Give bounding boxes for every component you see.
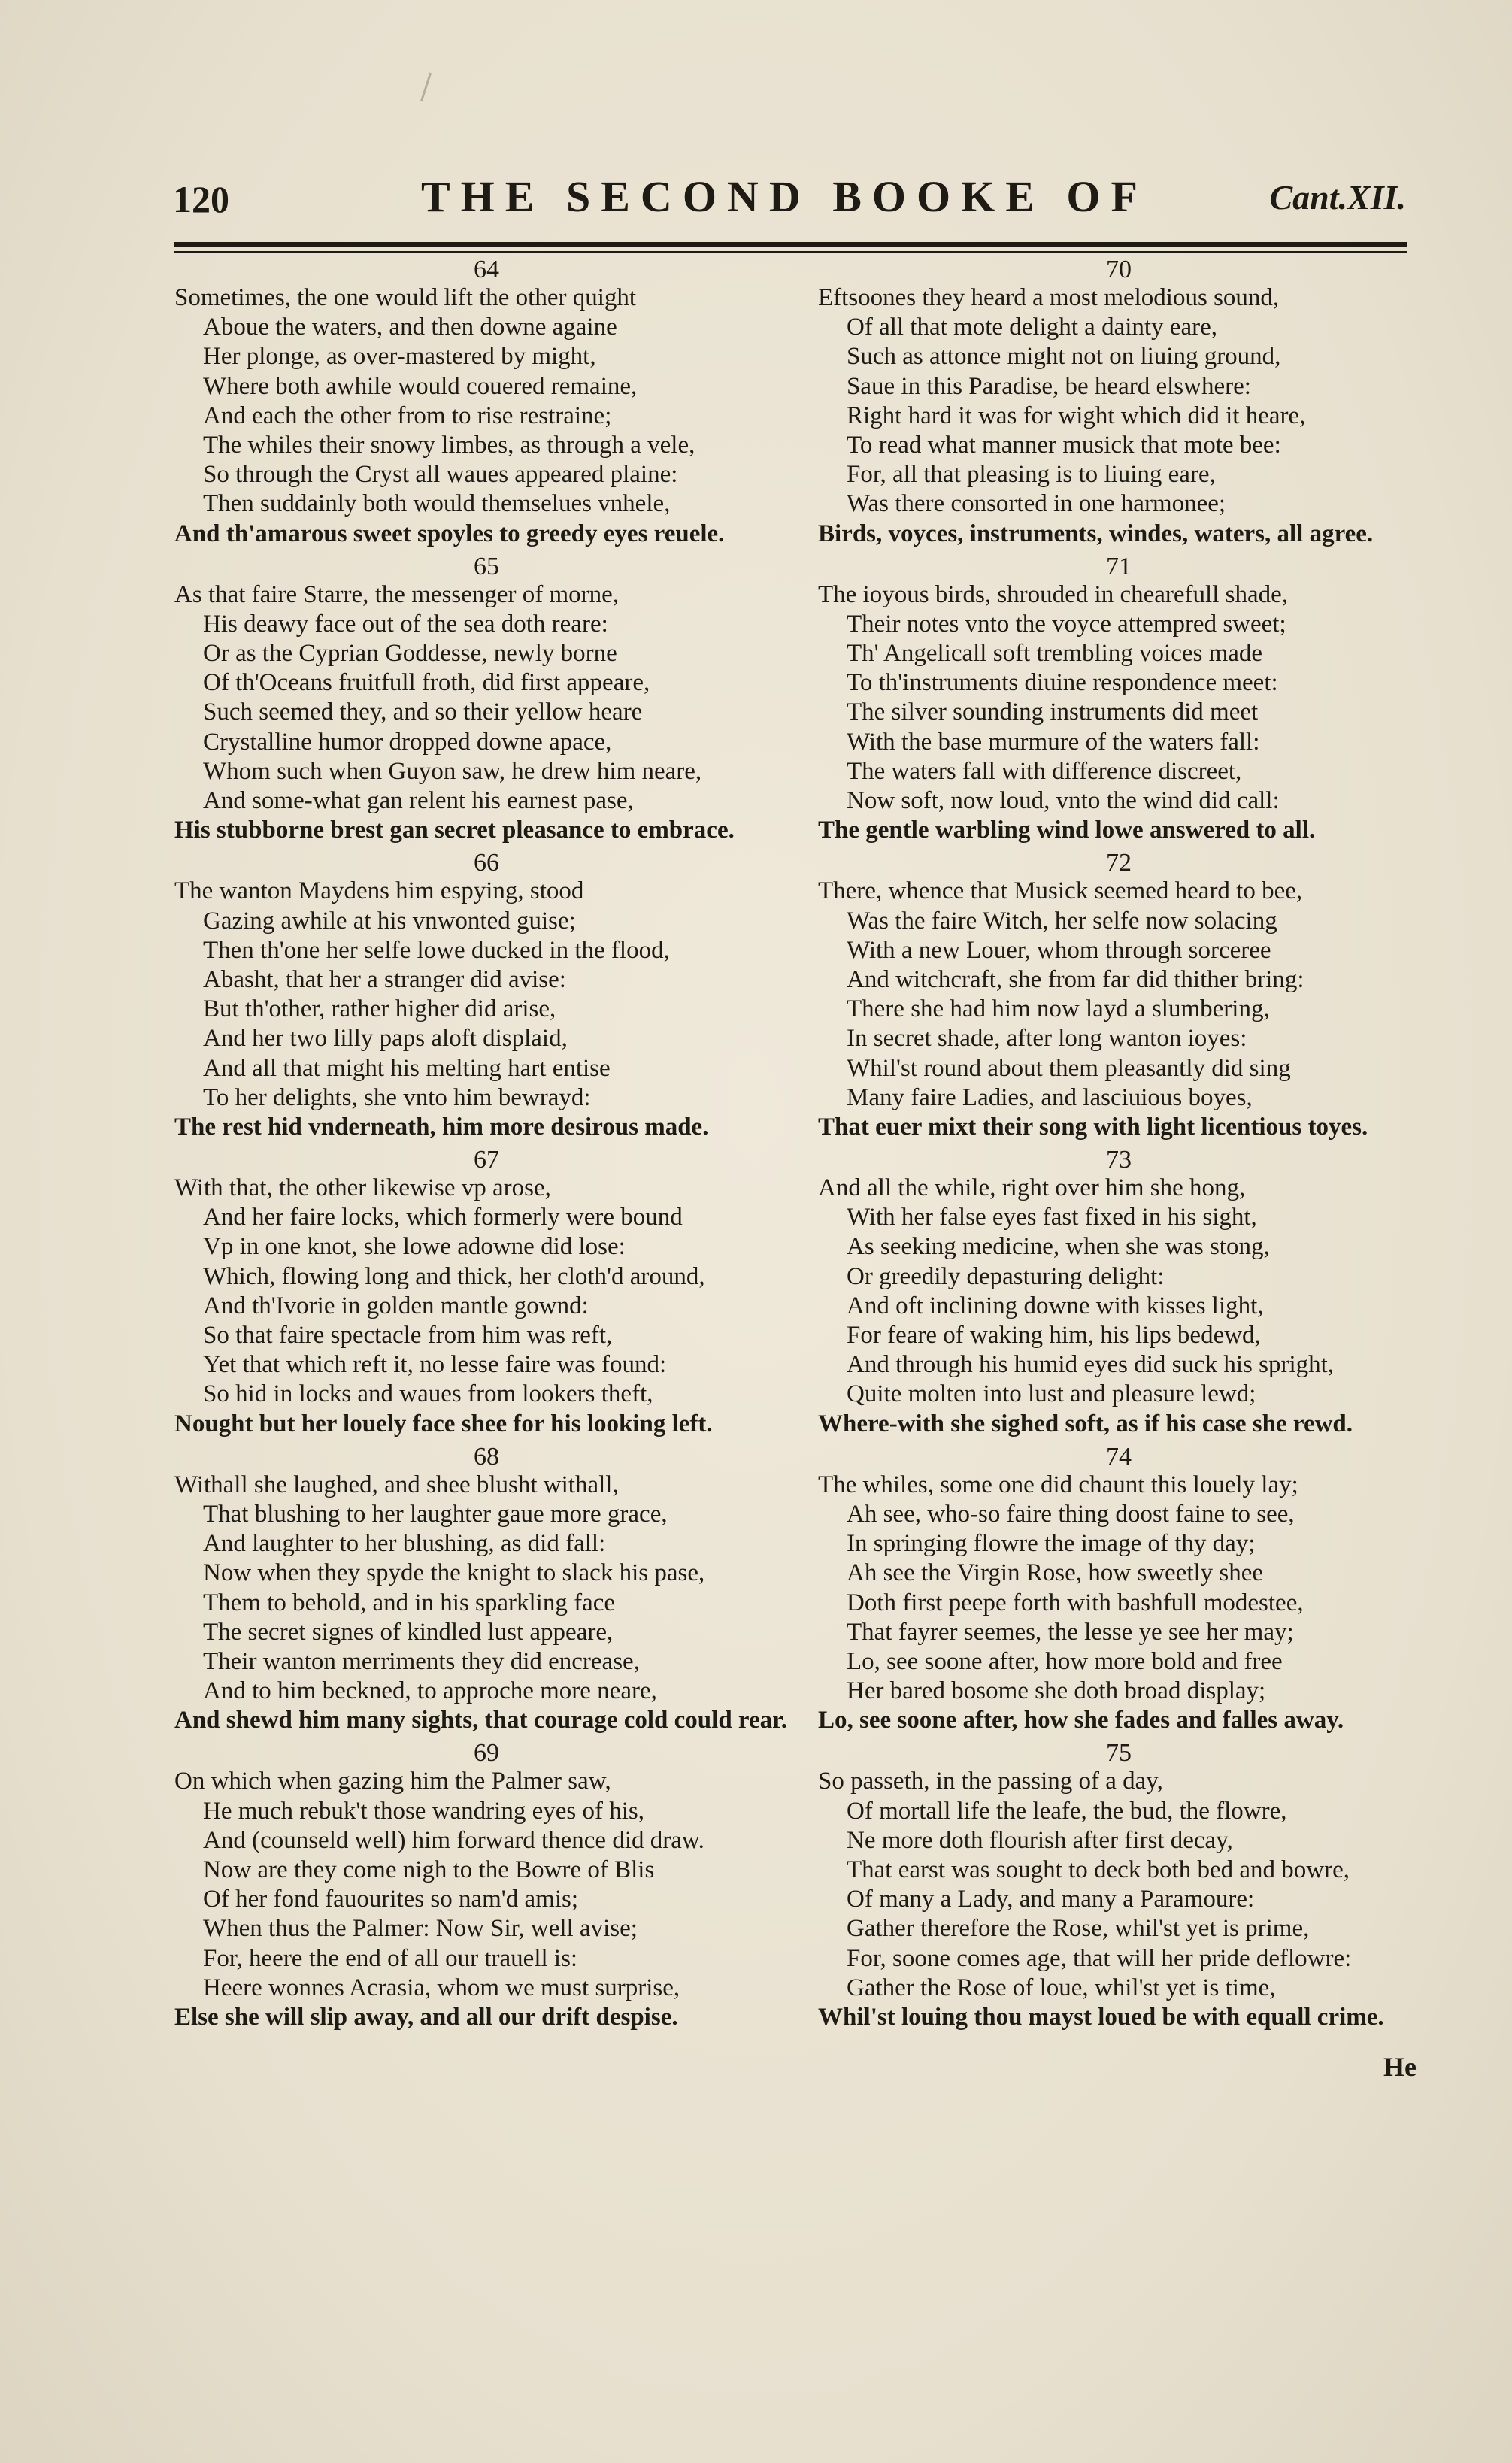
- verse-line: Aboue the waters, and then downe againe: [203, 314, 617, 341]
- verse-line: Birds, voyces, instruments, windes, waters, all agree.: [818, 520, 1374, 547]
- verse-line: Right hard it was for wight which did it heare,: [847, 401, 1306, 429]
- verse-line: On which when gazing him the Palmer saw,: [174, 1768, 611, 1795]
- verse-line: And laughter to her blushing, as did fall:: [203, 1530, 606, 1558]
- verse-line: Was there consorted in one harmonee;: [847, 490, 1226, 518]
- verse-line: Of mortall life the leafe, the bud, the flowre,: [847, 1797, 1287, 1825]
- verse-line: In springing flowre the image of thy day;: [847, 1530, 1256, 1558]
- verse-line: Lo, see soone after, how she fades and falles away.: [818, 1707, 1344, 1734]
- verse-line: So hid in locks and waues from lookers theft,: [203, 1380, 653, 1408]
- verse-line: Was the faire Witch, her selfe now solacing: [847, 907, 1277, 935]
- verse-line: Now soft, now loud, vnto the wind did call:: [847, 787, 1280, 814]
- verse-line: And th'Ivorie in golden mantle gownd:: [203, 1292, 589, 1319]
- verse-line: Doth first peepe forth with bashfull modestee,: [847, 1589, 1304, 1616]
- verse-line: Such seemed they, and so their yellow heare: [203, 698, 643, 726]
- verse-line: For, soone comes age, that will her pride deflowre:: [847, 1944, 1352, 1972]
- verse-line: To th'instruments diuine respondence meet:: [847, 669, 1278, 697]
- verse-line: For feare of waking him, his lips bedewd,: [847, 1322, 1261, 1349]
- stanza: [818, 549, 1420, 846]
- verse-line: The whiles, some one did chaunt this louely lay;: [818, 1471, 1298, 1498]
- verse-line: Her bared bosome she doth broad display;: [847, 1677, 1266, 1705]
- verse-line: That earst was sought to deck both bed and bowre,: [847, 1856, 1350, 1883]
- paper-mark: [420, 73, 432, 102]
- catchword: He: [1383, 2052, 1417, 2082]
- verse-line: For, heere the end of all our trauell is:: [203, 1944, 578, 1972]
- verse-line: The ioyous birds, shrouded in chearefull shade,: [818, 580, 1289, 608]
- verse-line: Whil'st round about them pleasantly did sing: [847, 1054, 1291, 1082]
- stanza-number: 64: [474, 256, 499, 283]
- stanza: [818, 1439, 1420, 1736]
- verse-line: And her faire locks, which formerly were bound: [203, 1204, 683, 1232]
- verse-line: Or as the Cyprian Goddesse, newly borne: [203, 640, 617, 668]
- verse-line: And all the while, right over him she hong,: [818, 1174, 1246, 1202]
- verse-line: Lo, see soone after, how more bold and free: [847, 1647, 1283, 1675]
- verse-line: For, all that pleasing is to liuing eare,: [847, 461, 1216, 489]
- verse-line: Whil'st louing thou mayst loued be with equall crime.: [818, 2003, 1384, 2031]
- verse-line: With the base murmure of the waters fall:: [847, 728, 1260, 756]
- verse-line: To her delights, she vnto him bewrayd:: [203, 1083, 591, 1111]
- verse-line: With her false eyes fast fixed in his sight,: [847, 1204, 1257, 1232]
- stanza-number: 73: [1106, 1146, 1132, 1174]
- verse-line: Of th'Oceans fruitfull froth, did first appeare,: [203, 669, 650, 697]
- verse-line: His stubborne brest gan secret pleasance to embrace.: [174, 816, 735, 844]
- verse-line: So that faire spectacle from him was reft,: [203, 1322, 613, 1349]
- verse-line: Abasht, that her a stranger did avise:: [203, 965, 566, 993]
- verse-line: Yet that which reft it, no lesse faire was found:: [203, 1351, 667, 1379]
- verse-line: And some-what gan relent his earnest pase,: [203, 787, 634, 814]
- verse-line: But th'other, rather higher did arise,: [203, 995, 556, 1023]
- verse-line: Which, flowing long and thick, her cloth'd around,: [203, 1262, 705, 1290]
- verse-line: There, whence that Musick seemed heard to bee,: [818, 877, 1303, 905]
- verse-line: The wanton Maydens him espying, stood: [174, 877, 584, 905]
- verse-line: Where-with she sighed soft, as if his case she rewd.: [818, 1410, 1353, 1438]
- verse-line: That fayrer seemes, the lesse ye see her may;: [847, 1618, 1294, 1646]
- verse-line: Heere wonnes Acrasia, whom we must surprise,: [203, 1974, 680, 2001]
- left-column: [174, 252, 798, 2032]
- stanza: [174, 1735, 798, 2032]
- verse-line: Of all that mote delight a dainty eare,: [847, 314, 1217, 341]
- verse-line: And all that might his melting hart entise: [203, 1054, 611, 1082]
- verse-line: Nought but her louely face shee for his looking left.: [174, 1410, 713, 1438]
- verse-line: And th'amarous sweet spoyles to greedy eyes reuele.: [174, 520, 725, 547]
- verse-line: He much rebuk't those wandring eyes of his,: [203, 1797, 644, 1825]
- stanza-number: 68: [474, 1442, 499, 1471]
- verse-line: The silver sounding instruments did meet: [847, 698, 1259, 726]
- page-header: [173, 171, 1406, 224]
- verse-line: Them to behold, and in his sparkling face: [203, 1589, 616, 1616]
- stanza: [818, 1142, 1420, 1439]
- stanza-number: 67: [474, 1146, 499, 1174]
- canto-label: Cant.XII.: [1269, 178, 1406, 217]
- verse-line: Of many a Lady, and many a Paramoure:: [847, 1886, 1255, 1913]
- right-column: [818, 252, 1420, 2032]
- verse-line: Gather therefore the Rose, whil'st yet is prime,: [847, 1915, 1310, 1943]
- verse-line: Saue in this Paradise, be heard elswhere:: [847, 372, 1251, 400]
- verse-line: Their notes vnto the voyce attempred sweet;: [847, 610, 1286, 638]
- verse-line: And each the other from to rise restraine;: [203, 401, 612, 429]
- stanza-number: 74: [1106, 1442, 1132, 1471]
- stanza: [174, 252, 798, 549]
- verse-line: Ah see, who-so faire thing doost faine to see,: [847, 1500, 1295, 1528]
- verse-line: Crystalline humor dropped downe apace,: [203, 728, 612, 756]
- verse-line: Whom such when Guyon saw, he drew him neare,: [203, 757, 702, 785]
- verse-line: That euer mixt their song with light licentious toyes.: [818, 1113, 1368, 1141]
- verse-line: With a new Louer, whom through sorceree: [847, 936, 1271, 964]
- verse-line: Now are they come nigh to the Bowre of Blis: [203, 1856, 655, 1883]
- verse-line: Now when they spyde the knight to slack his pase,: [203, 1559, 705, 1587]
- verse-line: Their wanton merriments they did encrease,: [203, 1647, 640, 1675]
- verse-line: Quite molten into lust and pleasure lewd;: [847, 1380, 1256, 1408]
- page-number: 120: [173, 178, 229, 220]
- stanza-number: 65: [474, 552, 499, 580]
- verse-line: And shewd him many sights, that courage cold could rear.: [174, 1707, 787, 1734]
- stanza: [174, 845, 798, 1142]
- verse-line: As seeking medicine, when she was stong,: [847, 1233, 1270, 1261]
- running-title: THE SECOND BOOKE OF: [421, 172, 1148, 221]
- stanza-number: 72: [1106, 849, 1132, 877]
- verse-line: Sometimes, the one would lift the other quight: [174, 284, 637, 311]
- verse-line: Then th'one her selfe lowe ducked in the flood,: [203, 936, 670, 964]
- verse-line: The waters fall with difference discreet,: [847, 757, 1242, 785]
- verse-line: Else she will slip away, and all our drift despise.: [174, 2003, 678, 2031]
- verse-line: As that faire Starre, the messenger of morne,: [174, 580, 620, 608]
- verse-line: The whiles their snowy limbes, as through a vele,: [203, 431, 695, 459]
- verse-line: His deawy face out of the sea doth reare:: [203, 610, 608, 638]
- verse-line: Ne more doth flourish after first decay,: [847, 1826, 1233, 1854]
- stanza-number: 66: [474, 849, 499, 877]
- verse-line: In secret shade, after long wanton ioyes:: [847, 1025, 1247, 1053]
- verse-line: Then suddainly both would themselues vnhele,: [203, 490, 671, 518]
- stanza: [818, 1735, 1420, 2032]
- verse-line: That blushing to her laughter gaue more grace,: [203, 1500, 668, 1528]
- verse-line: And oft inclining downe with kisses light,: [847, 1292, 1264, 1319]
- verse-line: Vp in one knot, she lowe adowne did lose:: [203, 1233, 626, 1261]
- verse-line: Of her fond fauourites so nam'd amis;: [203, 1886, 578, 1913]
- verse-line: Ah see the Virgin Rose, how sweetly shee: [847, 1559, 1264, 1587]
- stanza: [174, 1142, 798, 1439]
- verse-line: So through the Cryst all waues appeared plaine:: [203, 461, 678, 489]
- verse-line: Such as attonce might not on liuing ground,: [847, 343, 1281, 371]
- stanza: [174, 1439, 798, 1736]
- verse-line: Her plonge, as over-mastered by might,: [203, 343, 596, 371]
- verse-line: When thus the Palmer: Now Sir, well avise;: [203, 1915, 638, 1943]
- verse-line: And her two lilly paps aloft displaid,: [203, 1025, 568, 1053]
- stanza-number: 71: [1106, 552, 1132, 580]
- verse-line: The rest hid vnderneath, him more desirous made.: [174, 1113, 709, 1141]
- verse-line: Th' Angelicall soft trembling voices made: [847, 640, 1263, 668]
- stanza-number: 75: [1106, 1739, 1132, 1768]
- verse-line: To read what manner musick that mote bee:: [847, 431, 1281, 459]
- verse-line: The secret signes of kindled lust appeare,: [203, 1618, 614, 1646]
- header-rule: [174, 242, 1407, 247]
- verse-line: Withall she laughed, and shee blusht withall,: [174, 1471, 619, 1498]
- verse-line: Where both awhile would couered remaine,: [203, 372, 638, 400]
- stanza-number: 70: [1106, 256, 1132, 283]
- verse-line: There she had him now layd a slumbering,: [847, 995, 1270, 1023]
- verse-line: With that, the other likewise vp arose,: [174, 1174, 551, 1202]
- verse-line: And witchcraft, she from far did thither bring:: [847, 965, 1304, 993]
- verse-line: Gather the Rose of loue, whil'st yet is time,: [847, 1974, 1276, 2001]
- verse-line: Many faire Ladies, and lasciuious boyes,: [847, 1083, 1253, 1111]
- stanza: [174, 549, 798, 846]
- stanza: [818, 845, 1420, 1142]
- verse-line: And (counseld well) him forward thence did draw.: [203, 1826, 704, 1854]
- verse-line: Eftsoones they heard a most melodious sound,: [818, 284, 1280, 311]
- verse-line: And through his humid eyes did suck his spright,: [847, 1351, 1335, 1379]
- verse-line: The gentle warbling wind lowe answered to all.: [818, 816, 1316, 844]
- verse-line: And to him beckned, to approche more neare,: [203, 1677, 657, 1705]
- verse-line: Or greedily depasturing delight:: [847, 1262, 1165, 1290]
- verse-line: So passeth, in the passing of a day,: [818, 1768, 1163, 1795]
- stanza-number: 69: [474, 1739, 499, 1768]
- stanza: [818, 252, 1420, 549]
- verse-line: Gazing awhile at his vnwonted guise;: [203, 907, 576, 935]
